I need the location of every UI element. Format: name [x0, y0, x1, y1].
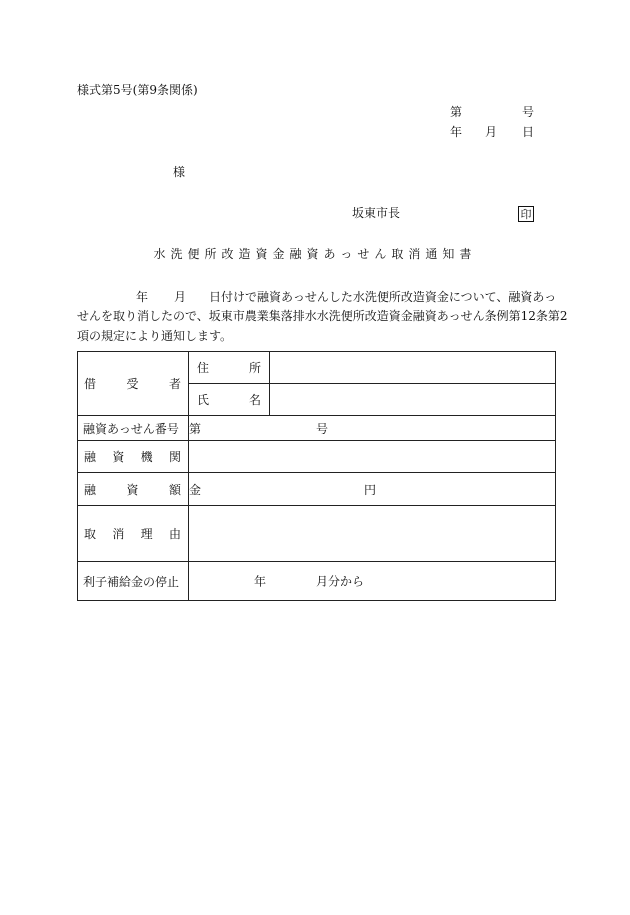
table-row: [78, 473, 556, 506]
address-field[interactable]: [270, 352, 556, 384]
institution-field[interactable]: [189, 441, 556, 473]
table-row: [78, 562, 556, 601]
reason-label: 取 消 理 由: [78, 506, 189, 562]
amount-suffix: 円: [364, 482, 377, 497]
body-date-month: 月: [174, 290, 187, 304]
document-title: 水洗便所改造資金融資あっせん取消通知書: [153, 247, 477, 261]
date-year: 年: [450, 125, 463, 139]
borrower-label: 借 受 者: [78, 352, 189, 416]
name-field[interactable]: [270, 384, 556, 416]
form-number: 様式第5号(第9条関係): [77, 83, 198, 97]
loan-number-prefix: 第: [189, 421, 202, 436]
body-date-year: 年: [136, 290, 149, 304]
institution-label: 融 資 機 関: [78, 441, 189, 473]
subsidy-stop-label: 利子補給金の停止: [78, 562, 189, 601]
issuer-name: 坂東市長: [352, 206, 401, 220]
amount-label: 融 資 額: [78, 473, 189, 506]
subsidy-month-from: 月分から: [316, 574, 365, 589]
number-suffix: 号: [522, 105, 535, 119]
seal-mark: 印: [518, 206, 534, 222]
loan-number-suffix: 号: [316, 421, 329, 436]
reason-field[interactable]: [189, 506, 556, 562]
body-line-2: せんを取り消したので、坂東市農業集落排水水洗便所改造資金融資あっせん条例第12条第2: [77, 309, 568, 323]
subsidy-stop-field[interactable]: [189, 562, 556, 601]
body-line-3: 項の規定により通知します。: [77, 329, 233, 343]
table-row: [78, 441, 556, 473]
date-day: 日: [522, 125, 535, 139]
table-row: [78, 352, 556, 384]
amount-prefix: 金: [189, 482, 202, 497]
name-label: 氏 名: [189, 384, 270, 416]
addressee-honorific: 様: [173, 165, 186, 179]
date-month: 月: [485, 125, 498, 139]
loan-number-field[interactable]: [189, 416, 556, 441]
amount-field[interactable]: [189, 473, 556, 506]
table-row: [78, 416, 556, 441]
loan-number-label: 融資あっせん番号: [78, 416, 189, 441]
number-prefix: 第: [450, 105, 463, 119]
notice-table: [77, 351, 556, 601]
body-line-1-text: 日付けで融資あっせんした水洗便所改造資金について、融資あっ: [209, 290, 557, 304]
subsidy-year: 年: [254, 574, 267, 589]
address-label: 住 所: [189, 352, 270, 384]
table-row: [78, 506, 556, 562]
